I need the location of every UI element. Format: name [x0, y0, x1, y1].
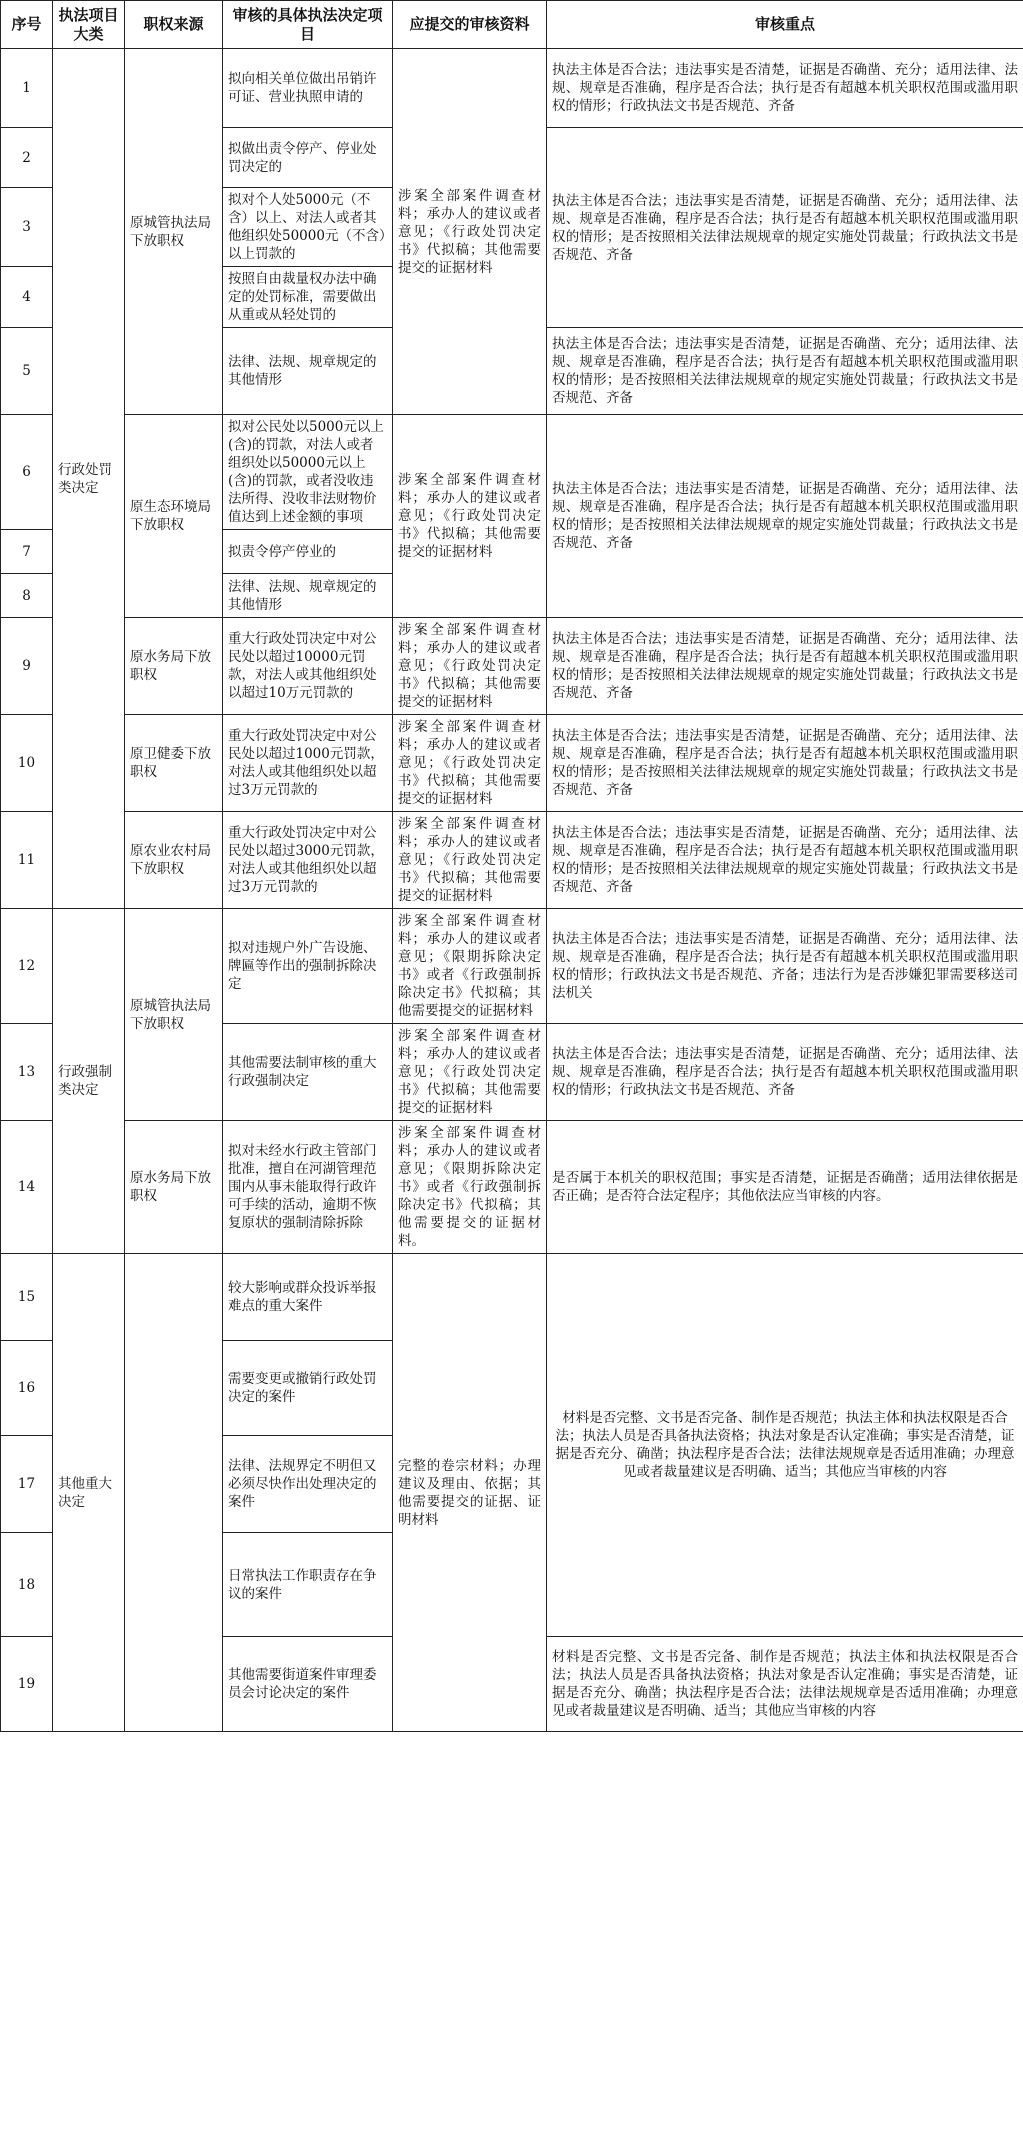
- table-row: [1, 49, 1023, 128]
- materials-cell: 涉案全部案件调查材料；承办人的建议或者意见；《行政处罚决定书》代拟稿；其他需要提交的证据材料: [393, 812, 547, 909]
- header-category: 执法项目大类: [53, 1, 125, 49]
- row-number: 18: [1, 1533, 53, 1637]
- materials-cell: 完整的卷宗材料；办理建议及理由、依据；其他需要提交的证据、证明材料: [393, 1254, 547, 1732]
- source-cell: 原水务局下放职权: [125, 618, 223, 715]
- focus-cell: 执法主体是否合法；违法事实是否清楚，证据是否确凿、充分；适用法律、法规、规章是否准确，程序是否合法；执行是否有超越本机关职权范围或滥用职权的情形；是否按照相关法律法规规章的规定实施处罚裁量；行政执法文书是否规范、齐备: [547, 618, 1023, 715]
- header-row: [1, 1, 1023, 49]
- table-row: [1, 812, 1023, 909]
- row-number: 5: [1, 328, 53, 415]
- source-cell: 原卫健委下放职权: [125, 715, 223, 812]
- header-materials: 应提交的审核资料: [393, 1, 547, 49]
- focus-cell: 执法主体是否合法；违法事实是否清楚，证据是否确凿、充分；适用法律、法规、规章是否准确，程序是否合法；执行是否有超越本机关职权范围或滥用职权的情形；是否按照相关法律法规规章的规定实施处罚裁量；行政执法文书是否规范、齐备: [547, 812, 1023, 909]
- source-cell: 原城管执法局下放职权: [125, 49, 223, 415]
- table-row: [1, 1121, 1023, 1254]
- row-number: 8: [1, 574, 53, 618]
- item-cell: 拟对违规户外广告设施、牌匾等作出的强制拆除决定: [223, 909, 393, 1024]
- table-row: [1, 715, 1023, 812]
- item-cell: 其他需要法制审核的重大行政强制决定: [223, 1024, 393, 1121]
- focus-cell: 是否属于本机关的职权范围；事实是否清楚，证据是否确凿；适用法律依据是否正确；是否符合法定程序；其他依法应当审核的内容。: [547, 1121, 1023, 1254]
- item-cell: 重大行政处罚决定中对公民处以超过1000元罚款，对法人或其他组织处以超过3万元罚款的: [223, 715, 393, 812]
- source-cell: 原生态环境局下放职权: [125, 415, 223, 618]
- header-item: 审核的具体执法决定项目: [223, 1, 393, 49]
- item-cell: 按照自由裁量权办法中确定的处罚标准，需要做出从重或从轻处罚的: [223, 267, 393, 328]
- focus-cell: 执法主体是否合法；违法事实是否清楚，证据是否确凿、充分；适用法律、法规、规章是否准确，程序是否合法；执行是否有超越本机关职权范围或滥用职权的情形；是否按照相关法律法规规章的规定实施处罚裁量；行政执法文书是否规范、齐备: [547, 415, 1023, 618]
- row-number: 2: [1, 128, 53, 188]
- source-cell: [125, 1254, 223, 1732]
- row-number: 3: [1, 188, 53, 267]
- materials-cell: 涉案全部案件调查材料；承办人的建议或者意见；《行政处罚决定书》代拟稿；其他需要提交的证据材料: [393, 618, 547, 715]
- header-source: 职权来源: [125, 1, 223, 49]
- item-cell: 拟对个人处5000元（不含）以上、对法人或者其他组织处50000元（不含）以上罚款的: [223, 188, 393, 267]
- source-cell: 原城管执法局下放职权: [125, 909, 223, 1121]
- header-no: 序号: [1, 1, 53, 49]
- materials-cell: 涉案全部案件调查材料；承办人的建议或者意见；《限期拆除决定书》或者《行政强制拆除决定书》代拟稿；其他需要提交的证据材料。: [393, 1121, 547, 1254]
- item-cell: 法律、法规界定不明但又必须尽快作出处理决定的案件: [223, 1436, 393, 1533]
- item-cell: 拟做出责令停产、停业处罚决定的: [223, 128, 393, 188]
- item-cell: 法律、法规、规章规定的其他情形: [223, 574, 393, 618]
- category-cell: 行政强制类决定: [53, 909, 125, 1254]
- table-row: [1, 618, 1023, 715]
- item-cell: 拟责令停产停业的: [223, 530, 393, 574]
- row-number: 14: [1, 1121, 53, 1254]
- focus-cell: 执法主体是否合法；违法事实是否清楚，证据是否确凿、充分；适用法律、法规、规章是否准确，程序是否合法；执行是否有超越本机关职权范围或滥用职权的情形；行政执法文书是否规范、齐备: [547, 49, 1023, 128]
- row-number: 15: [1, 1254, 53, 1341]
- table-row: [1, 415, 1023, 530]
- category-cell: 行政处罚类决定: [53, 49, 125, 909]
- row-number: 1: [1, 49, 53, 128]
- row-number: 17: [1, 1436, 53, 1533]
- materials-cell: 涉案全部案件调查材料；承办人的建议或者意见；《行政处罚决定书》代拟稿；其他需要提交的证据材料: [393, 1024, 547, 1121]
- focus-cell: 执法主体是否合法；违法事实是否清楚，证据是否确凿、充分；适用法律、法规、规章是否准确，程序是否合法；执行是否有超越本机关职权范围或滥用职权的情形；行政执法文书是否规范、齐备；违法行为是否涉嫌犯罪需要移送司法机关: [547, 909, 1023, 1024]
- row-number: 12: [1, 909, 53, 1024]
- item-cell: 法律、法规、规章规定的其他情形: [223, 328, 393, 415]
- row-number: 6: [1, 415, 53, 530]
- item-cell: 重大行政处罚决定中对公民处以超过3000元罚款，对法人或其他组织处以超过3万元罚款的: [223, 812, 393, 909]
- category-cell: 其他重大决定: [53, 1254, 125, 1732]
- materials-cell: 涉案全部案件调查材料；承办人的建议或者意见；《限期拆除决定书》或者《行政强制拆除决定书》代拟稿；其他需要提交的证据材料: [393, 909, 547, 1024]
- item-cell: 重大行政处罚决定中对公民处以超过10000元罚款，对法人或其他组织处以超过10万元罚款的: [223, 618, 393, 715]
- table-row: [1, 1254, 1023, 1341]
- item-cell: 拟向相关单位做出吊销许可证、营业执照申请的: [223, 49, 393, 128]
- item-cell: 拟对公民处以5000元以上(含)的罚款，对法人或者组织处以50000元以上(含)的罚款，或者没收违法所得、没收非法财物价值达到上述金额的事项: [223, 415, 393, 530]
- focus-cell: 材料是否完整、文书是否完备、制作是否规范；执法主体和执法权限是否合法；执法人员是否具备执法资格；执法对象是否认定准确；事实是否清楚，证据是否充分、确凿；执法程序是否合法；法律法规规章是否适用准确；办理意见或者裁量建议是否明确、适当；其他应当审核的内容: [547, 1637, 1023, 1732]
- row-number: 11: [1, 812, 53, 909]
- row-number: 19: [1, 1637, 53, 1732]
- row-number: 4: [1, 267, 53, 328]
- item-cell: 较大影响或群众投诉举报难点的重大案件: [223, 1254, 393, 1341]
- materials-cell: 涉案全部案件调查材料；承办人的建议或者意见；《行政处罚决定书》代拟稿；其他需要提交的证据材料: [393, 49, 547, 415]
- focus-cell: 执法主体是否合法；违法事实是否清楚，证据是否确凿、充分；适用法律、法规、规章是否准确，程序是否合法；执行是否有超越本机关职权范围或滥用职权的情形；是否按照相关法律法规规章的规定实施处罚裁量；行政执法文书是否规范、齐备: [547, 715, 1023, 812]
- row-number: 10: [1, 715, 53, 812]
- row-number: 9: [1, 618, 53, 715]
- focus-cell: 执法主体是否合法；违法事实是否清楚，证据是否确凿、充分；适用法律、法规、规章是否准确，程序是否合法；执行是否有超越本机关职权范围或滥用职权的情形；是否按照相关法律法规规章的规定实施处罚裁量；行政执法文书是否规范、齐备: [547, 328, 1023, 415]
- focus-cell: 执法主体是否合法；违法事实是否清楚，证据是否确凿、充分；适用法律、法规、规章是否准确，程序是否合法；执行是否有超越本机关职权范围或滥用职权的情形；是否按照相关法律法规规章的规定实施处罚裁量；行政执法文书是否规范、齐备: [547, 128, 1023, 328]
- item-cell: 拟对未经水行政主管部门批准，擅自在河湖管理范围内从事未能取得行政许可手续的活动，逾期不恢复原状的强制清除拆除: [223, 1121, 393, 1254]
- source-cell: 原农业农村局下放职权: [125, 812, 223, 909]
- materials-cell: 涉案全部案件调查材料；承办人的建议或者意见；《行政处罚决定书》代拟稿；其他需要提交的证据材料: [393, 715, 547, 812]
- focus-cell: 材料是否完整、文书是否完备、制作是否规范；执法主体和执法权限是否合法；执法人员是否具备执法资格；执法对象是否认定准确；事实是否清楚，证据是否充分、确凿；执法程序是否合法；法律法规规章是否适用准确；办理意见或者裁量建议是否明确、适当；其他应当审核的内容: [547, 1254, 1023, 1637]
- row-number: 13: [1, 1024, 53, 1121]
- materials-cell: 涉案全部案件调查材料；承办人的建议或者意见；《行政处罚决定书》代拟稿；其他需要提交的证据材料: [393, 415, 547, 618]
- item-cell: 日常执法工作职责存在争议的案件: [223, 1533, 393, 1637]
- row-number: 16: [1, 1341, 53, 1436]
- item-cell: 需要变更或撤销行政处罚决定的案件: [223, 1341, 393, 1436]
- table-row: [1, 909, 1023, 1024]
- header-focus: 审核重点: [547, 1, 1023, 49]
- item-cell: 其他需要街道案件审理委员会讨论决定的案件: [223, 1637, 393, 1732]
- focus-cell: 执法主体是否合法；违法事实是否清楚，证据是否确凿、充分；适用法律、法规、规章是否准确，程序是否合法；执行是否有超越本机关职权范围或滥用职权的情形；行政执法文书是否规范、齐备: [547, 1024, 1023, 1121]
- source-cell: 原水务局下放职权: [125, 1121, 223, 1254]
- row-number: 7: [1, 530, 53, 574]
